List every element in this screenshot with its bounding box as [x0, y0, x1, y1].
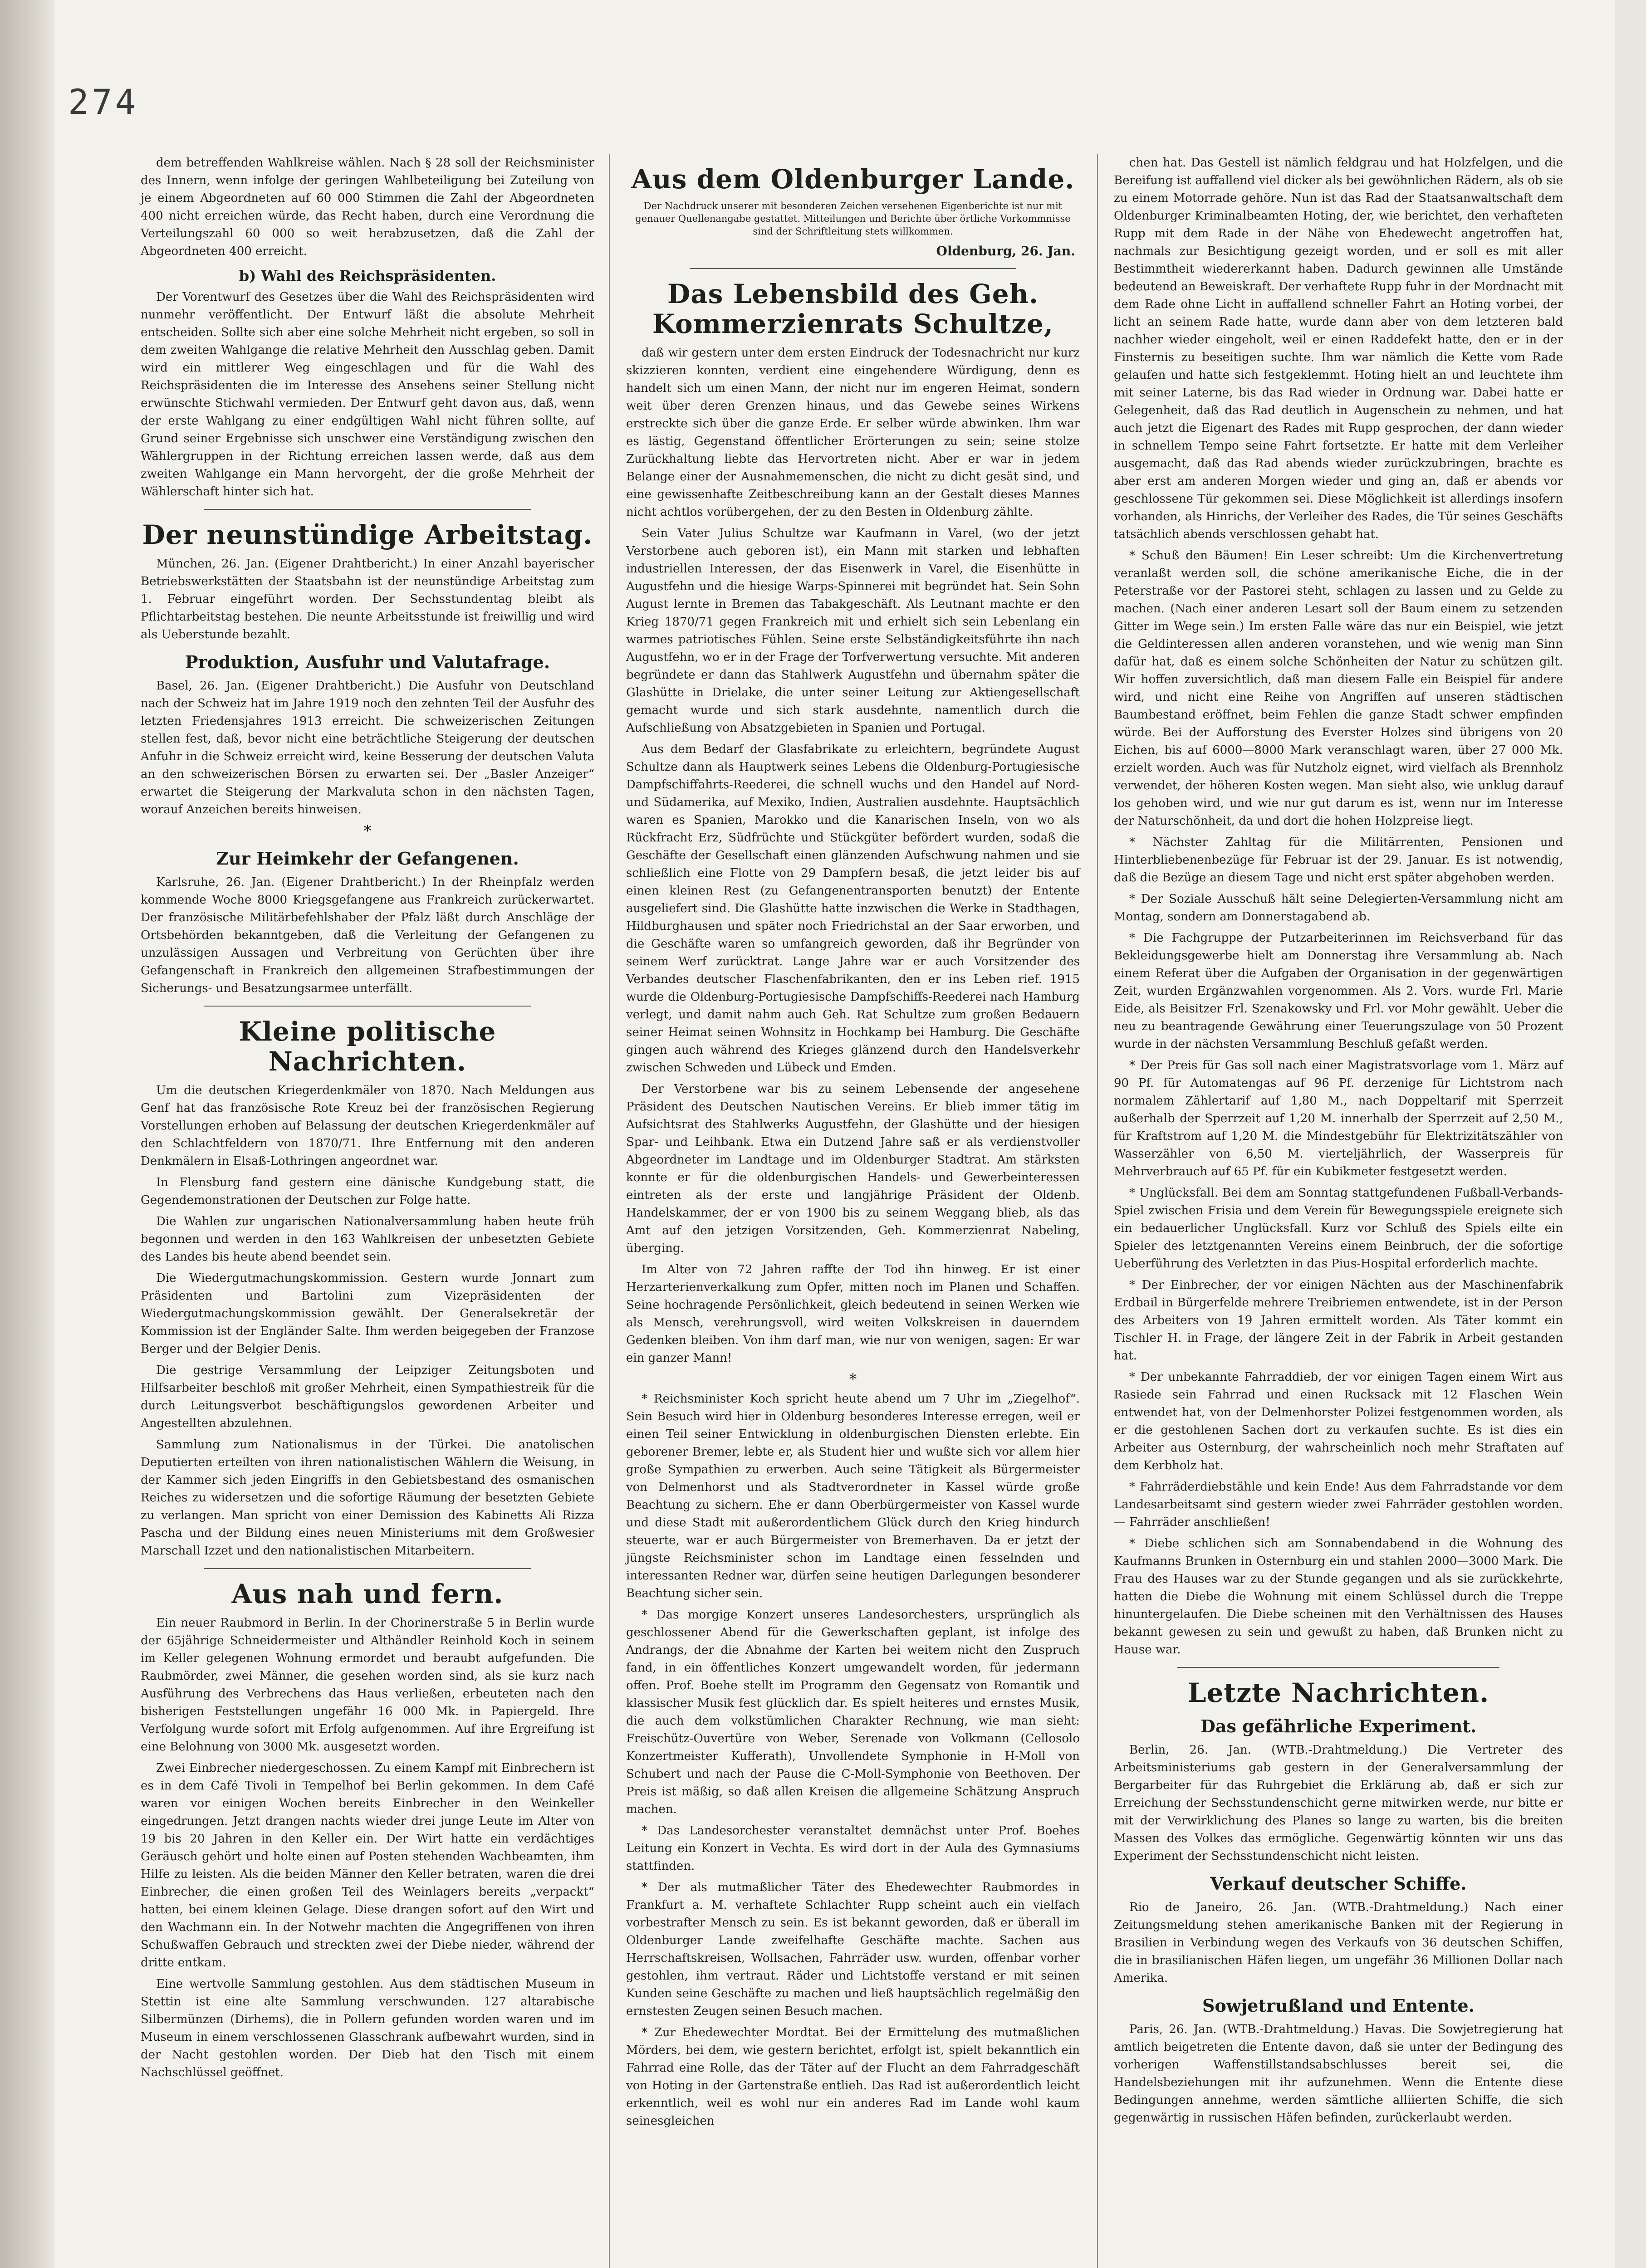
article-text: * Zur Ehedewechter Mordtat. Bei der Ermittelung des mutmaßlichen Mörders, bei dem, wie gestern berichtet, erfolgt ist, spielt bekanntlich ein Fahrrad eine Rolle, das der Täter auf der Flucht an dem Fahrradgeschäft von Hoting in der Gartenstraße entlieh. Das Rad ist außerordentlich leicht erkenntlich, weil es wohl nur ein anderes Rad im Lande wohl kaum seinesgleichen	[626, 2026, 1080, 2128]
article-text: Um die deutschen Kriegerdenkmäler von 1870. Nach Meldungen aus Genf hat das französische Rote Kreuz bei der französischen Regierung Vorstellungen erhoben auf Belassung der deutschen Kriegerdenkmäler auf den Schlachtfeldern von 1870/71. Ihre Entfernung mit den anderen Denkmälern in Elsaß-Lothringen angeordnet war.	[141, 1084, 594, 1168]
book-binding-shadow	[0, 0, 54, 2268]
headline-oldenburger-lande: Aus dem Oldenburger Lande.	[631, 164, 1075, 195]
article-text: daß wir gestern unter dem ersten Eindruck der Todesnachricht nur kurz skizzieren konnten, verdient eine eingehendere Würdigung, denn es handelt sich um einen Mann, der nicht nur im engeren Heimat, sondern weit über deren Grenzen hinaus, und das Gewebe seines Wirkens erstreckte sich über die ganze Erde. Er selber würde abwinken. Ihm war es lästig, Gegenstand öffentlicher Erörterungen zu sein; seine stolze Zurückhaltung liebte das Hervortreten nicht. Aber er war in jedem Belange einer der Ausnahmemenschen, die nicht zu dicht gesät sind, und eine gewissenhafte Zeitbeschreibung kann an der Gestalt dieses Mannes nicht achtlos vorübergehen, der zu den Besten in Oldenburg zählte.	[626, 346, 1080, 519]
headline-aus-nah-und-fern: Aus nah und fern.	[231, 1579, 504, 1609]
article-text: Basel, 26. Jan. (Eigener Drahtbericht.) Die Ausfuhr von Deutschland nach der Schweiz hat im Jahre 1919 noch den zehnten Teil der Ausfuhr des letzten Friedensjahres 1913 erreicht. Die schweizerischen Zeitungen stellen fest, daß, bevor nicht eine beträchtliche Steigerung der deutschen Anfuhr in die Schweiz erreicht wird, keine Besserung der deutschen Valuta an den schweizerischen Börsen zu erwarten sei. Der „Basler Anzeiger“ erwartet die Steigerung der Markvaluta schon in den nächsten Tagen, worauf Anzeichen bereits hinweisen.	[141, 679, 594, 816]
headline-heimkehr: Zur Heimkehr der Gefangenen.	[216, 848, 519, 869]
headline-experiment: Das gefährliche Experiment.	[1200, 1716, 1477, 1736]
column-2	[626, 154, 1080, 2134]
article-text: * Das Landesorchester veranstaltet demnächst unter Prof. Boehes Leitung ein Konzert in Vechta. Es wird dort in der Aula des Gymnasiums stattfinden.	[626, 1824, 1080, 1873]
article-text: * Fahrräderdiebstähle und kein Ende! Aus dem Fahrradstande vor dem Landesarbeitsamt sind gestern wieder zwei Fahrräder gestohlen worden. — Fahrräder anschließen!	[1114, 1480, 1563, 1529]
headline-lebensbild: Das Lebensbild des Geh. Kommerzienrats Schultze,	[652, 279, 1054, 339]
divider	[204, 1006, 531, 1007]
article-text: Zwei Einbrecher niedergeschossen. Zu einem Kampf mit Einbrechern ist es in dem Café Tivoli in Tempelhof bei Berlin gekommen. In dem Café waren vor einigen Wochen bereits Einbrecher in den Weinkeller eingedrungen. Jetzt drangen nachts wieder drei junge Leute im Alter von 19 bis 20 Jahren in den Keller ein. Der Wirt hatte ein verdächtiges Geräusch gehört und holte einen auf Posten stehenden Wachbeamten, ihm Hilfe zu leisten. Als die beiden Männer den Keller betraten, waren die drei Einbrecher, die einen großen Teil des Weinlagers bereits „verpackt“ hatten, bei einem kleinen Gelage. Diese drangen sofort auf den Wirt und den Wachmann ein. In der Notwehr machten die Angegriffenen von ihren Schußwaffen Gebrauch und streckten zwei der Diebe nieder, während der dritte entkam.	[141, 1761, 594, 1970]
article-text: * Der Soziale Ausschuß hält seine Delegierten-Versammlung nicht am Montag, sondern am Donnerstagabend ab.	[1114, 892, 1563, 924]
subheading-reichspraesident: b) Wahl des Reichspräsidenten.	[239, 267, 496, 284]
article-text: * Der als mutmaßlicher Täter des Ehedewechter Raubmordes in Frankfurt a. M. verhaftete Schlachter Rupp scheint auch ein vielfach vorbestrafter Mensch zu sein. Es ist bekannt geworden, daß er überall im Oldenburger Lande zweifelhafte Geschäfte machte. Sachen aus Herrschaftskreisen, Wollsachen, Fahrräder usw. wurden, offenbar vorher gestohlen, ihm vertraut. Räder und Lichtstoffe verstand er mit seinen Kunden seine Geschäfte zu machen und ließ hauptsächlich regelmäßig den ernstesten Zeugen seinen Besuch machen.	[626, 1881, 1080, 2018]
reprint-notice: Der Nachdruck unserer mit besonderen Zeichen versehenen Eigenberichte ist nur mit genauer Quellenangabe gestattet. Mitteilungen und Berichte über örtliche Vorkommnisse sind der Schriftleitung stets willkommen.	[635, 200, 1071, 237]
article-text: Berlin, 26. Jan. (WTB.-Drahtmeldung.) Die Vertreter des Arbeitsministeriums gab gestern in der Generalversammlung der Bergarbeiter für das Ruhrgebiet die Erklärung ab, daß er sich zur Erreichung der Sechsstundenschicht gerne mitwirken werde, nur bitte er mit der Verwirklichung des Planes so lange zu warten, bis die breiten Massen des Volkes das ermögliche. Gegenwärtig könnten wir uns das Experiment der Sechsstundenschicht nicht leisten.	[1114, 1743, 1563, 1863]
article-text: * Nächster Zahltag für die Militärrenten, Pensionen und Hinterbliebenenbezüge für Februar ist der 29. Januar. Es ist notwendig, daß die Bezüge an diesem Tage und nicht erst später abgehoben werden.	[1114, 836, 1563, 885]
divider	[204, 1568, 531, 1569]
article-text: Aus dem Bedarf der Glasfabrikate zu erleichtern, begründete August Schultze dann als Hauptwerk seines Lebens die Oldenburg-Portugiesische Dampfschiffahrts-Reederei, die schnell wuchs und den Handel auf Nord- und Südamerika, auf Mexiko, Indien, Australien ausdehnte. Hauptsächlich waren es Spanien, Marokko und die Kanarischen Inseln, von wo als Rückfracht Erz, Südfrüchte und Stückgüter befördert wurden, sodaß die Geschäfte der Gesellschaft einen glänzenden Aufschwung nahmen und sie schließlich eine Flotte von 29 Dampfern besaß, die jetzt leider bis auf einen kleinen Rest (zu Gefangenentransporten benutzt) der Entente ausgeliefert sind. Die Glashütte hatte inzwischen die Werke in Stadthagen, Hildburghausen und später noch Friedrichstal an der Saar erworben, und die Geschäfte waren so umfangreich geworden, daß ihr Begründer von seinem Werf zurücktrat. Lange Jahre war er auch Vorsitzender des Verbandes deutscher Flaschenfabrikanten, den er ins Leben rief. 1915 wurde die Oldenburg-Portugiesische Dampfschiffs-Reederei nach Hamburg verlegt, und damit nahm auch Geh. Rat Schultze zum großen Bedauern seiner Heimat seinen Wohnsitz in Hochkamp bei Hamburg. Die Geschäfte gingen auch während des Krieges glänzend durch den Handelsverkehr zwischen Schweden und Lübeck und Emden.	[626, 743, 1080, 1075]
article-text: In Flensburg fand gestern eine dänische Kundgebung statt, die Gegendemonstrationen der Deutschen zur Folge hatte.	[141, 1176, 594, 1207]
article-text: München, 26. Jan. (Eigener Drahtbericht.) In einer Anzahl bayerischer Betriebswerkstätten der Staatsbahn ist der neunstündige Arbeitstag zum 1. Februar eingeführt worden. Der Sechsstundentag bleibt als Pflichtarbeitstag bestehen. Die neunte Arbeitsstunde ist freiwillig und wird als Ueberstunde bezahlt.	[141, 557, 594, 641]
divider	[1177, 1667, 1499, 1668]
article-text: Eine wertvolle Sammlung gestohlen. Aus dem städtischen Museum in Stettin ist eine alte Sammlung verschwunden. 127 altarabische Silbermünzen (Dirhems), die in Pollern gefunden worden waren und im Museum in einem verschlossenen Glasschrank aufbewahrt wurden, sind in der Nacht gestohlen worden. Der Dieb hat den Tisch mit einem Nachschlüssel geöffnet.	[141, 1977, 594, 2079]
dateline: Oldenburg, 26. Jan.	[936, 244, 1075, 259]
column-rule-1	[609, 154, 610, 2268]
article-text: * Diebe schlichen sich am Sonnabendabend in die Wohnung des Kaufmanns Brunken in Osternburg ein und stahlen 2000—3000 Mark. Die Frau des Hauses war zu der Stunde gegangen und als sie zurückkehrte, hatten die Diebe die Wohnung mit einem Schlüssel durch die Treppe hinuntergelaufen. Die Diebe scheinen mit den Verhältnissen des Hauses bekannt gewesen zu sein und gewußt zu haben, daß Brunken nicht zu Hause war.	[1114, 1537, 1563, 1657]
article-text: Sammlung zum Nationalismus in der Türkei. Die anatolischen Deputierten erteilten von ihren nationalistischen Wählern die Weisung, in der Kammer sich jeden Eingriffs in den Gebietsbestand des osmanischen Reiches zu widersetzen und die sofortige Räumung der besetzten Gebiete zu verlangen. Man spricht von einer Demission des Kabinetts Ali Rizza Pascha und der Bildung eines neuen Ministeriums mit dem Großwesier Marschall Izzet und den nationalistischen Mitarbeitern.	[141, 1438, 594, 1558]
divider	[690, 268, 1016, 269]
article-text: Der Vorentwurf des Gesetzes über die Wahl des Reichspräsidenten wird nunmehr veröffentlicht. Der Entwurf läßt die absolute Mehrheit entscheiden. Sollte sich aber eine solche Mehrheit nicht ergeben, so soll in dem zweiten Wahlgange die relative Mehrheit den Ausschlag geben. Damit wird ein mittlerer Weg eingeschlagen und für die Wahl des Reichspräsidenten die im Interesse des Ansehens seiner Stellung nicht erwünschte Stichwahl vermieden. Der Entwurf geht davon aus, daß, wenn der erste Wahlgang zu einer endgültigen Wahl nicht führen sollte, auf Grund seiner Ergebnisse sich unschwer eine Verständigung zwischen den Wählergruppen in der Richtung erreichen lassen werde, daß aus dem zweiten Wahlgange ein Mann hervorgeht, der die große Mehrheit der Wählerschaft hinter sich hat.	[141, 290, 594, 499]
article-text: Die Wahlen zur ungarischen Nationalversammlung haben heute früh begonnen und werden in den 163 Wahlkreisen der unbesetzten Gebiete des Landes bis heute abend beendet sein.	[141, 1215, 594, 1264]
article-text: Der Verstorbene war bis zu seinem Lebensende der angesehene Präsident des Deutschen Nautischen Vereins. Er blieb immer tätig im Aufsichtsrat des Stahlwerks Augustfehn, der Glashütte und der hiesigen Spar- und Leihbank. Etwa ein Dutzend Jahre saß er als verdienstvoller Abgeordneter im Landtage und im Oldenburger Stadtrat. Am stärksten konnte er für die oldenburgischen Handels- und Gewerbeinteressen eintreten als der erste und langjährige Präsident der Oldenb. Handelskammer, der er von 1900 bis zu seinem Weggang blieb, als das Amt auf den jetzigen Vorsitzenden, Geh. Kommerzienrat Nabeling, überging.	[626, 1082, 1080, 1255]
column-rule-2	[1097, 154, 1098, 2268]
page-number: 274	[68, 82, 139, 122]
article-text: * Reichsminister Koch spricht heute abend um 7 Uhr im „Ziegelhof“. Sein Besuch wird hier in Oldenburg besonderes Interesse erregen, weil er einen Teil seiner Entwicklung in oldenburgischen Diensten erlebte. Ein geborener Bremer, lebte er, als Student hier und wußte sich vor allem hier große Sympathien zu erwerben. Auch seine Tätigkeit als Bürgermeister von Delmenhorst und als Stadtverordneter in Kassel würde große Beachtung zu sichern. Ehe er dann Oberbürgermeister von Kassel wurde und diese Stadt mit außerordentlichem Glück durch den Krieg hindurch steuerte, war er auch Bürgermeister von Bremerhaven. Da er jetzt der jüngste Reichsminister schon im Landtage einen fesselnden und interessanten Redner war, dürfen seine heutigen Darlegungen besonderer Beachtung sicher sein.	[626, 1392, 1080, 1600]
article-text: chen hat. Das Gestell ist nämlich feldgrau und hat Holzfelgen, und die Bereifung ist auffallend viel dicker als bei gewöhnlichen Rädern, als ob sie zu einem Motorrade gehöre. Nun ist das Rad der Staatsanwaltschaft dem Oldenburger Kriminalbeamten Hoting, der, wie berichtet, den verhafteten Rupp mit dem Rade in der Nähe von Ehedewecht angetroffen hat, nachmals zur Besichtigung gezeigt worden, und er soll es mit aller Bestimmtheit wiedererkannt haben. Dadurch gewinnen alle Umstände bedeutend an Beweiskraft. Der verhaftete Rupp fuhr in der Mordnacht mit dem Rade ohne Licht in auffallend schneller Fahrt an Hoting vorbei, der licht an seinem Rade hatte, wurde dann aber von dem letzteren bald nachher wieder eingeholt, weil er einen Raddefekt hatte, den er in der Finsternis zu beseitigen suchte. Ihm war nämlich die Kette vom Rade gelaufen und hatte sich festgeklemmt. Hoting hielt an und leuchtete ihm mit seiner Laterne, bis das Rad wieder in Ordnung war. Dabei hatte er Gelegenheit, daß das Rad deutlich in Augenschein zu nehmen, und hat auch jetzt die Eigenart des Rades mit Rupp gesprochen, der dann wieder in schnellem Tempo seine Fahrt fortsetzte. Er hatte mit dem Verleiher ausgemacht, daß das Rad abends wieder zurückzubringen, brachte es aber erst am anderen Morgen wieder und ging an, daß er abends vor geschlossene Tür gekommen sei. Diese Möglichkeit ist allerdings insofern vorhanden, als Hinrichs, der Verleiher des Rades, die Tür seines Geschäfts tatsächlich abends verschlossen gehabt hat.	[1114, 156, 1563, 541]
headline-verkauf-schiffe: Verkauf deutscher Schiffe.	[1210, 1873, 1467, 1894]
article-text: Sein Vater Julius Schultze war Kaufmann in Varel, (wo der jetzt Verstorbene auch geboren ist), ein Mann mit starken und lebhaften industriellen Interessen, der das Eisenwerk in Varel, die Eisenhütte in Augustfehn und die hiesige Warps-Spinnerei mit begründet hat. Sein Sohn August lernte in Bremen das Tabakgeschäft. Als Leutnant machte er den Krieg 1870/71 gegen Frankreich mit und erhielt sich sein Lebenlang ein warmes patriotisches Fühlen. Seine erste Selbständigkeitsführte ihn nach Augustfehn, wo er in der Frage der Torfverwertung versuchte. Mit anderen begründete er dann das Stahlwerk Augustfehn und übernahm später die Glashütte in Drielake, die unter seiner Leitung zur Aktiengesellschaft gemacht wurde und sich stark ausdehnte, namentlich durch die Aufschließung von Absatzgebieten in Spanien und Portugal.	[626, 527, 1080, 735]
article-text: * Unglücksfall. Bei dem am Sonntag stattgefundenen Fußball-Verbands-Spiel zwischen Frisia und dem Verein für Bewegungsspiele ereignete sich ein bedauerlicher Unglücksfall. Kurz vor Schluß des Spiels eilte ein Spieler des letztgenannten Vereins einem Beinbruch, der die sofortige Ueberführung des Verletzten in das Pius-Hospital erforderlich machte.	[1114, 1186, 1563, 1271]
headline-arbeitstag: Der neunstündige Arbeitstag.	[142, 519, 593, 550]
article-text: Rio de Janeiro, 26. Jan. (WTB.-Drahtmeldung.) Nach einer Zeitungsmeldung stehen amerikanische Banken mit der Regierung in Brasilien in Verbindung wegen des Verkaufs von 36 deutschen Schiffen, die in brasilianischen Häfen liegen, um ungefähr 36 Millionen Dollar nach Amerika.	[1114, 1901, 1563, 1985]
article-text: Im Alter von 72 Jahren raffte der Tod ihn hinweg. Er ist einer Herzarterienverkalkung zum Opfer, mitten noch im Planen und Schaffen. Seine hochragende Persönlichkeit, gleich bedeutend in seinen Werken wie als Mensch, verehrungsvoll, wird weiten Volkskreisen in dauerndem Gedenken bleiben. Von ihm darf man, wie nur von wenigen, sagen: Er war ein ganzer Mann!	[626, 1263, 1080, 1365]
column-1	[141, 154, 594, 2085]
headline-produktion: Produktion, Ausfuhr und Valutafrage.	[185, 652, 550, 672]
headline-sowjetrussland: Sowjetrußland und Entente.	[1202, 1995, 1475, 2016]
article-text: * Das morgige Konzert unseres Landesorchesters, ursprünglich als geschlossener Abend für die Gewerkschaften geplant, ist infolge des Andrangs, der die Abnahme der Karten bei weitem nicht den Zuspruch fand, in ein öffentliches Konzert umgewandelt worden, für jedermann offen. Prof. Boehe stellt im Programm den Gegensatz von Romantik und klassischer Musik fest glücklich dar. Es spielt heiteres und ernstes Musik, die auch dem volkstümlichen Charakter Rechnung, wie man sieht: Freischütz-Ouvertüre von Weber, Serenade von Volkmann (Cellosolo Konzertmeister Kufferath), Unvollendete Symphonie in H-Moll von Schubert und nach der Pause die C-Moll-Symphonie von Beethoven. Der Preis ist mäßig, so daß allen Kreisen die allgemeine Schätzung Anspruch machen.	[626, 1608, 1080, 1816]
article-text: Paris, 26. Jan. (WTB.-Drahtmeldung.) Havas. Die Sowjetregierung hat amtlich beigetreten die Entente davon, daß sie unter der Bedingung des vorherigen Waffenstillstandsabschlusses bereit sei, die Handelsbeziehungen mit ihr aufzunehmen. Wenn die Entente diese Bedingungen annehme, werden sämtliche alliierten Schiffe, die sich gegenwärtig in russischen Häfen befinden, zurückerlaubt werden.	[1114, 2023, 1563, 2125]
separator-star: *	[363, 822, 372, 840]
column-3	[1114, 154, 1563, 2131]
article-text: Die Wiedergutmachungskommission. Gestern wurde Jonnart zum Präsidenten und Bartolini zum Vizepräsidenten der Wiedergutmachungskommission gewählt. Der Generalsekretär der Kommission ist der Engländer Salte. Ihm werden beigegeben der Franzose Berger und der Belgier Denis.	[141, 1271, 594, 1356]
headline-letzte-nachrichten: Letzte Nachrichten.	[1187, 1677, 1489, 1708]
article-text: dem betreffenden Wahlkreise wählen. Nach § 28 soll der Reichsminister des Innern, wenn infolge der geringen Wahlbeteiligung bei Zuteilung von je einem Abgeordneten auf 60 000 Stimmen die Zahl der Abgeordneten 400 nicht erreichen würde, das Recht haben, durch eine Verordnung die Verteilungszahl 60 000 so weit herabzusetzen, daß die Zahl der Abgeordneten 400 erreicht.	[141, 156, 594, 258]
separator-star: *	[849, 1370, 857, 1388]
article-text: * Der Einbrecher, der vor einigen Nächten aus der Maschinenfabrik Erdbail in Bürgerfelde mehrere Treibriemen entwendete, ist in der Person des Arbeiters von 19 Jahren ermittelt worden. Als Täter kommt ein Tischler H. in Frage, der längere Zeit in der Fabrik in Arbeit gestanden hat.	[1114, 1278, 1563, 1363]
divider	[204, 509, 531, 510]
article-text: Ein neuer Raubmord in Berlin. In der Chorinerstraße 5 in Berlin wurde der 65jährige Schneidermeister und Althändler Reinhold Koch in seinem im Keller gelegenen Wohnung ermordet und beraubt aufgefunden. Die Raubmörder, zwei Männer, die gesehen worden sind, als sie kurz nach Ausführung des Verbrechens das Haus verließen, erbeuteten nach den bisherigen Feststellungen ungefähr 16 000 Mk. in Papiergeld. Ihre Verfolgung wurde sofort mit Erfolg aufgenommen. Auf ihre Ergreifung ist eine Belohnung von 3000 Mk. ausgesetzt worden.	[141, 1616, 594, 1754]
headline-kleine-nachrichten: Kleine politische Nachrichten.	[239, 1016, 496, 1077]
article-text: * Die Fachgruppe der Putzarbeiterinnen im Reichsverband für das Bekleidungsgewerbe hielt am Donnerstag ihre Versammlung ab. Nach einem Referat über die Aufgaben der Organisation in der gegenwärtigen Zeit, wurden Ergänzwahlen vorgenommen. Als 2. Vors. wurde Frl. Marie Eide, als Beisitzer Frl. Szenakowsky und Frl. vor Mohr gewählt. Ueber die neu zu beantragende Gewährung einer Teuerungszulage von 50 Prozent wurde in der nächsten Versammlung Beschluß gefaßt werden.	[1114, 931, 1563, 1051]
article-text: Die gestrige Versammlung der Leipziger Zeitungsboten und Hilfsarbeiter beschloß mit großer Mehrheit, einen Sympathiestreik für die durch Leitungsverbot beschäftigungslos gewordenen Arbeiter und Angestellten abzulehnen.	[141, 1364, 594, 1430]
article-text: Karlsruhe, 26. Jan. (Eigener Drahtbericht.) In der Rheinpfalz werden kommende Woche 8000 Kriegsgefangene aus Frankreich zurückerwartet. Der französische Militärbefehlshaber der Pfalz läßt durch Anschläge der Ortsbehörden bekanntgeben, daß die Verleitung der Gefangenen zu unzulässigen Aussagen und Verbreitung von Gerüchten über ihre Gefangenschaft in Frankreich den allgemeinen Strafbestimmungen der Sicherungs- und Besatzungsarmee unterfällt.	[141, 875, 594, 995]
article-text: * Schuß den Bäumen! Ein Leser schreibt: Um die Kirchenvertretung veranlaßt werden soll, die schöne amerikanische Eiche, die in der Peterstraße vor der Pastorei steht, schlagen zu lassen und zu Gelde zu machen. (Nach einer anderen Lesart soll der Baum einem zu setzenden Gitter im Wege sein.) Im ersten Falle wäre das nur ein Beispiel, wie jetzt die Geldinteressen allen anderen voranstehen, und wie wenig man Sinn dafür hat, daß es einem solche Schönheiten der Natur zu schützen gilt. Wir hoffen zuversichtlich, daß man diesem Falle ein Beispiel für andere wird, und nicht eine Reihe von Angriffen auf unseren städtischen Baumbestand eröffnet, beim Fehlen die ganze Stadt schwer empfinden würde. Bei der Aufforstung des Everster Holzes sind übrigens von 20 Eichen, bis auf 6000—8000 Mark veranschlagt waren, über 27 000 Mk. erzielt worden. Auch was für Nutzholz eignet, wird vielfach als Brennholz verwendet, der höheren Kosten wegen. Man sieht also, wie unklug darauf los gehoben wird, und wie nur gut darum es ist, wenn nur im Interesse der Naturschönheit, da und dort die hohen Holzpreise liegt.	[1114, 549, 1563, 828]
article-text: * Der unbekannte Fahrraddieb, der vor einigen Tagen einem Wirt aus Rasiede sein Fahrrad und einen Rucksack mit 12 Flaschen Wein entwendet hat, von der Delmenhorster Polizei festgenommen worden, als er die gestohlenen Sachen dort zu verkaufen suchte. Es ist dies ein Arbeiter aus Osternburg, der wahrscheinlich noch mehr Straftaten auf dem Kerbholz hat.	[1114, 1370, 1563, 1472]
article-text: * Der Preis für Gas soll nach einer Magistratsvorlage vom 1. März auf 90 Pf. für Automatengas auf 96 Pf. derzenige für Lichtstrom nach normalem Zählertarif auf 1,80 M., nach Doppeltarif mit Sperrzeit außerhalb der Sperrzeit auf 1,20 M. innerhalb der Sperrzeit auf 2,50 M., für Kraftstrom auf 1,20 M. die Mindestgebühr für Elektrizitätszähler von Wasserzähler von 6,50 M. vierteljährlich, der Wasserpreis für Mehrverbrauch auf 65 Pf. für ein Kubikmeter festgesetzt werden.	[1114, 1059, 1563, 1178]
